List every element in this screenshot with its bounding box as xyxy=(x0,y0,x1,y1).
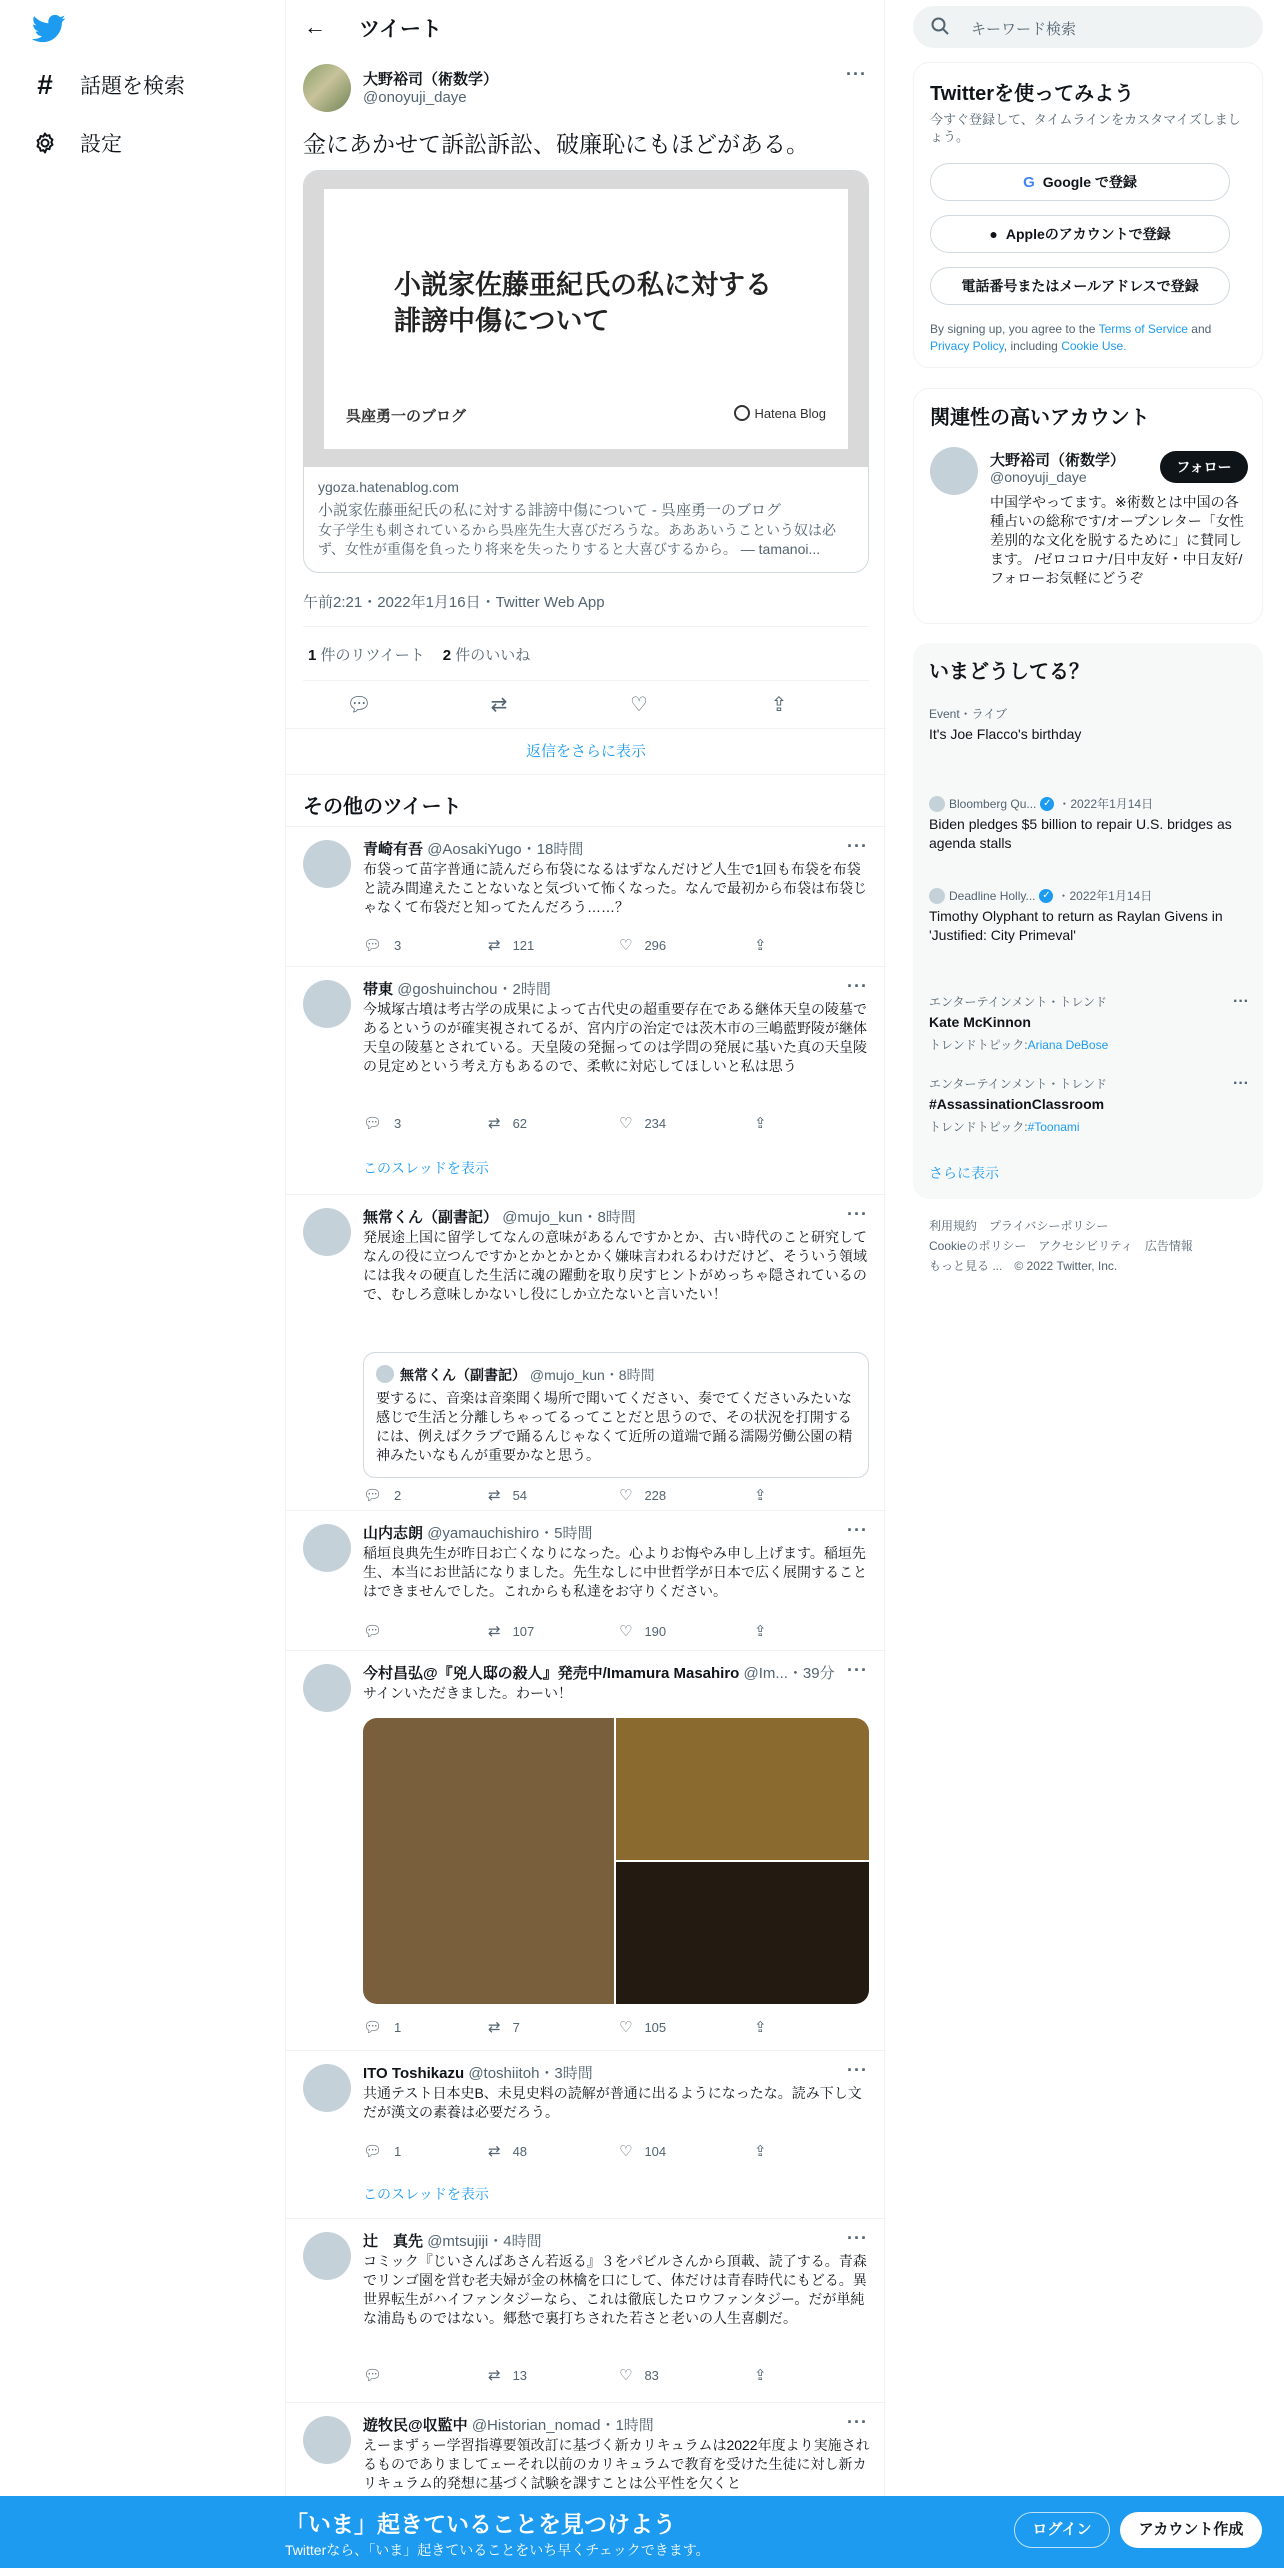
page-title: ツイート xyxy=(359,18,442,41)
retweet-icon: ⇄ xyxy=(488,2019,501,2036)
share-button[interactable] xyxy=(754,1486,767,1504)
trend-item[interactable] xyxy=(929,887,1249,945)
tweet-body: 共通テスト日本史B、未見史料の読解が普通に出るようになったな。読み下し文だが漢文の素養は必要だろう。 xyxy=(363,2085,862,2120)
tweet-author-name[interactable]: 帯東 xyxy=(363,981,394,998)
tweet-actions xyxy=(363,1486,767,1504)
author-name[interactable]: 大野裕司（術数学） xyxy=(363,71,499,88)
tweet-author-name[interactable]: 山内志朗 xyxy=(363,1525,424,1542)
reply-count: 2 xyxy=(394,1487,402,1503)
tweet-item[interactable] xyxy=(286,2218,886,2402)
quoted-author-handle: @mujo_kun xyxy=(529,1367,605,1383)
tweet-timestamp[interactable]: 午前2:21・2022年1月16日・Twitter Web App xyxy=(303,594,605,611)
tweet-author-handle[interactable]: @AosakiYugo xyxy=(427,841,522,858)
trend-title: #AssassinationClassroom xyxy=(929,1096,1105,1112)
bottom-signup-bar xyxy=(0,2496,1284,2568)
reply-icon: 💬︎ xyxy=(363,1115,383,1132)
follow-button[interactable]: フォロー xyxy=(1160,451,1248,483)
quoted-time: ・8時間 xyxy=(604,1367,655,1383)
retweet-icon: ⇄ xyxy=(488,2367,501,2384)
more-options-icon[interactable]: ··· xyxy=(1233,1075,1249,1092)
trend-meta: エンターテインメント・トレンド xyxy=(929,1077,1108,1091)
trend-date: ・2022年1月14日 xyxy=(1057,889,1153,903)
retweets-count: 1 xyxy=(308,647,317,664)
related-bio: 中国学やってます。※術数とは中国の各種占いの総称です/オープンレター「女性差別的な文化を脱するために」に賛同します。 /ゼロコロナ/日中友好・中日友好/フォローお気軽にどうぞ xyxy=(990,494,1244,586)
author-avatar[interactable] xyxy=(303,64,351,112)
show-more-trends-link[interactable]: さらに表示 xyxy=(929,1165,999,1181)
reply-count: 3 xyxy=(394,1115,402,1131)
google-signup-label: Google で登録 xyxy=(1042,174,1137,190)
reply-icon: 💬︎ xyxy=(363,2143,383,2160)
tweet-time[interactable]: ・8時間 xyxy=(582,1209,636,1226)
footer-copyright: © 2022 Twitter, Inc. xyxy=(1014,1259,1118,1273)
tweet-item[interactable] xyxy=(286,1650,886,2050)
trend-source: Deadline Holly... xyxy=(949,888,1036,903)
footer-accessibility-link[interactable]: アクセシビリティ xyxy=(1038,1239,1133,1253)
divider xyxy=(303,680,869,681)
tweet-author-handle[interactable]: @mtsujiji xyxy=(427,2233,489,2250)
like-button[interactable] xyxy=(619,1486,754,1504)
verified-icon: ✓ xyxy=(1039,889,1053,903)
create-account-button[interactable]: アカウント作成 xyxy=(1120,2512,1262,2548)
more-options-icon[interactable]: ··· xyxy=(847,836,868,856)
nav-settings[interactable] xyxy=(32,128,122,158)
retweet-icon: ⇄ xyxy=(488,2143,501,2160)
tweet-time[interactable]: ・5時間 xyxy=(539,1525,593,1542)
search-box[interactable] xyxy=(913,6,1263,48)
apple-signup-label: Appleのアカウントで登録 xyxy=(1005,226,1171,242)
tweet-author-handle[interactable]: @Im... xyxy=(743,1665,788,1682)
footer-terms-link[interactable]: 利用規約 xyxy=(929,1219,978,1233)
share-button[interactable] xyxy=(754,2018,767,2036)
tweet-author-handle[interactable]: @yamauchishiro xyxy=(427,1525,540,1542)
like-icon: ♡ xyxy=(619,2143,633,2160)
trend-meta: エンターテインメント・トレンド xyxy=(929,995,1108,1009)
main-header xyxy=(286,0,886,53)
footer-ads-link[interactable]: 広告情報 xyxy=(1144,1239,1193,1253)
tweet-author-handle[interactable]: @toshiitoh xyxy=(468,2065,540,2082)
link-card[interactable] xyxy=(303,170,869,573)
retweet-count: 62 xyxy=(512,1115,528,1131)
trends-title: いまどうしてる？ xyxy=(929,661,1089,683)
share-button[interactable] xyxy=(754,1114,767,1132)
signup-terms xyxy=(930,321,1250,355)
reply-button[interactable] xyxy=(363,1114,488,1132)
photo-3[interactable] xyxy=(616,1862,869,2004)
trend-subtopic-prefix: トレンドトピック: xyxy=(929,1120,1028,1134)
main-column xyxy=(285,0,885,2568)
avatar[interactable] xyxy=(303,1524,351,1572)
more-options-icon[interactable]: ··· xyxy=(1233,993,1249,1010)
card-title: 小説家佐藤亜紀氏の私に対する誹謗中傷について - 呉座勇一のブログ xyxy=(318,502,782,519)
like-count: 190 xyxy=(644,1623,667,1639)
tweet-author-name[interactable]: 青崎有吾 xyxy=(363,841,424,858)
bottom-bar-title: 「いま」起きていることを見つけよう xyxy=(285,2511,676,2537)
source-avatar xyxy=(929,796,945,812)
trend-date: ・2022年1月14日 xyxy=(1058,797,1154,811)
footer-links xyxy=(929,1216,1249,1276)
tweet-header xyxy=(363,978,551,999)
tweet-author-name[interactable]: 今村昌弘@『兇人邸の殺人』発売中/Imamura Masahiro xyxy=(363,1665,740,1682)
share-icon: ⇪ xyxy=(754,2367,767,2384)
like-count: 296 xyxy=(644,937,667,953)
share-button[interactable] xyxy=(754,2142,767,2160)
hashtag-icon: # xyxy=(37,69,53,100)
reply-icon: 💬︎ xyxy=(363,937,383,954)
like-count: 105 xyxy=(644,2019,667,2035)
nav-explore[interactable] xyxy=(32,70,185,100)
like-icon: ♡ xyxy=(619,2367,633,2384)
more-options-icon[interactable]: ··· xyxy=(847,1204,868,1224)
likes-label: 件のいいね xyxy=(455,647,531,664)
avatar[interactable] xyxy=(303,1208,351,1256)
photo-2[interactable] xyxy=(616,1718,869,1860)
quoted-tweet[interactable] xyxy=(363,1352,869,1478)
signup-title: Twitterを使ってみよう xyxy=(930,83,1135,105)
trend-item[interactable] xyxy=(929,993,1249,1053)
related-accounts-title: 関連性の高いアカウント xyxy=(930,407,1150,429)
trend-item[interactable] xyxy=(929,1075,1249,1135)
trend-meta xyxy=(929,887,1249,904)
photo-1[interactable] xyxy=(363,1718,614,2004)
avatar[interactable] xyxy=(303,840,351,888)
terms-and: and xyxy=(1191,322,1212,336)
share-button[interactable] xyxy=(754,1622,767,1640)
hatena-logo-icon xyxy=(734,405,750,421)
tweet-time[interactable]: ・1時間 xyxy=(600,2417,654,2434)
tweet-author-name[interactable]: ITO Toshikazu xyxy=(363,2065,465,2082)
trend-subtopic xyxy=(929,1118,1249,1135)
tweet-author-handle[interactable]: @mujo_kun xyxy=(502,1209,583,1226)
terms-of-service-link[interactable]: Terms of Service xyxy=(1098,322,1188,336)
retweet-icon: ⇄ xyxy=(488,1623,501,1640)
retweet-button[interactable] xyxy=(488,1486,619,1504)
tweet-body: 発展途上国に留学してなんの意味があるんですかとか、古い時代のこと研究してなんの役に立つんですかとかとかとかく嫌味言われるわけだけど、そういう領域には我々の硬直した生活に魂の躍動を取り戻すヒントがめっちゃ隠されているので、むしろ意味しかないし役にしか立たないと言いたい！ xyxy=(363,1229,867,1302)
likes-count: 2 xyxy=(442,647,452,664)
reply-button[interactable] xyxy=(363,1622,488,1640)
like-icon: ♡ xyxy=(619,1623,633,1640)
cookie-use-link[interactable]: Cookie Use. xyxy=(1061,339,1127,353)
tweet-actions xyxy=(363,1114,767,1132)
show-thread-link[interactable]: このスレッドを表示 xyxy=(363,2186,489,2202)
tweet-author-name[interactable]: 遊牧民@収監中 xyxy=(363,2417,468,2434)
reply-icon: 💬︎ xyxy=(363,2019,383,2036)
like-count: 83 xyxy=(644,2367,659,2383)
reply-icon: 💬︎ xyxy=(363,2367,383,2384)
tweet-body: コミック『じいさんばあさん若返る』３をパビルさんから頂載、読了する。青森でリンゴ園を営む老夫婦が金の林檎を口にして、体だけは青春時代にもどる。異世界転生がハイファンタジーなら、これは徹底したロウファンタジー。だが単純な浦島ものではない。郷愁で裏打ちされた若さと老いの人生喜劇だ。 xyxy=(363,2253,867,2326)
nav-settings-label: 設定 xyxy=(80,133,122,156)
avatar[interactable] xyxy=(303,2064,351,2112)
trend-meta: Event・ライブ xyxy=(929,707,1007,721)
phone-email-signup-button[interactable] xyxy=(930,267,1230,305)
hatena-blog-logo xyxy=(734,405,826,421)
card-domain: ygoza.hatenablog.com xyxy=(318,479,459,495)
retweet-icon: ⇄ xyxy=(488,1487,501,1504)
reply-button[interactable] xyxy=(363,1486,488,1504)
hatena-brand-text: Hatena Blog xyxy=(754,405,826,421)
tweet-time[interactable]: ・39分 xyxy=(787,1665,835,1682)
like-button[interactable] xyxy=(619,936,754,954)
tweet-body: サインいただきました。わーい！ xyxy=(363,1685,573,1701)
more-options-icon[interactable]: ··· xyxy=(846,64,867,84)
card-image xyxy=(304,171,869,467)
like-icon[interactable]: ♡ xyxy=(630,694,648,716)
login-button[interactable]: ログイン xyxy=(1014,2512,1110,2548)
like-button[interactable] xyxy=(619,2366,754,2384)
reply-count: 1 xyxy=(394,2143,402,2159)
retweet-button[interactable] xyxy=(488,1622,619,1640)
reply-icon: 💬︎ xyxy=(363,1623,383,1640)
share-icon: ⇪ xyxy=(754,1115,767,1132)
tweet-header xyxy=(363,2414,654,2435)
google-signup-button[interactable] xyxy=(930,163,1230,201)
footer-more-link[interactable]: もっと見る ... xyxy=(929,1259,1003,1273)
privacy-policy-link[interactable]: Privacy Policy xyxy=(930,339,1004,353)
google-icon: G xyxy=(1023,173,1035,191)
like-icon: ♡ xyxy=(619,1115,633,1132)
tweet-body: 今城塚古墳は考古学の成果によって古代史の超重要存在である継体天皇の陵墓であるというのが確実視されてるが、宮内庁の治定では茨木市の三嶋藍野陵が継体天皇の陵墓とされている。天皇陵の発掘ってのは学問の発展に基いた真の天皇陵の見定めという考え方もあるので、柔軟に対応してほしいと私は思う xyxy=(363,1001,867,1074)
retweet-count: 107 xyxy=(512,1623,535,1639)
tweet-actions xyxy=(363,936,767,954)
tweet-text: 金にあかせて訴訟訴訟、破廉恥にもほどがある。 xyxy=(303,131,809,157)
tweet-item[interactable] xyxy=(286,826,886,966)
share-button[interactable] xyxy=(754,936,767,954)
search-icon xyxy=(931,17,949,35)
share-icon[interactable]: ⇪ xyxy=(770,694,788,716)
divider xyxy=(303,626,869,627)
signup-panel xyxy=(913,62,1263,368)
quoted-avatar xyxy=(376,1365,394,1383)
trend-meta xyxy=(929,795,1249,812)
retweet-icon: ⇄ xyxy=(488,1115,501,1132)
apple-icon: ● xyxy=(989,226,998,242)
like-count: 104 xyxy=(644,2143,667,2159)
like-button[interactable] xyxy=(619,2142,754,2160)
tweet-header xyxy=(363,2062,593,2083)
tweet-actions xyxy=(363,2018,767,2036)
retweet-count: 48 xyxy=(512,2143,528,2159)
footer-privacy-link[interactable]: プライバシーポリシー xyxy=(989,1219,1109,1233)
share-icon: ⇪ xyxy=(754,1623,767,1640)
like-icon: ♡ xyxy=(619,1487,633,1504)
trend-item[interactable] xyxy=(929,795,1249,853)
bottom-bar-subtitle: Twitterなら、「いま」起きていることをいち早くチェックできます。 xyxy=(285,2542,710,2558)
retweet-count: 54 xyxy=(512,1487,528,1503)
share-button[interactable] xyxy=(754,2366,767,2384)
like-button[interactable] xyxy=(619,1114,754,1132)
tweet-body: 稲垣良典先生が昨日お亡くなりになった。心よりお悔やみ申し上げます。稲垣先生、本当にお世話になりました。先生なしに中世哲学が日本で広く展開することはできませんでした。これからも私達をお守りください。 xyxy=(363,1545,867,1599)
retweet-count: 13 xyxy=(512,2367,528,2383)
retweet-button[interactable] xyxy=(488,2018,619,2036)
card-blog-name: 呉座勇一のブログ xyxy=(346,408,467,425)
avatar[interactable] xyxy=(303,2232,351,2280)
gear-icon xyxy=(32,130,58,156)
photo-grid xyxy=(363,1718,869,2004)
tweet-header xyxy=(363,1662,835,1683)
trend-title: Biden pledges $5 billion to repair U.S. bridges as agenda stalls xyxy=(929,816,1232,851)
divider xyxy=(286,774,886,775)
card-headline: 小説家佐藤亜紀氏の私に対する誹謗中傷について xyxy=(394,270,772,336)
retweet-button[interactable] xyxy=(488,2142,619,2160)
quoted-header xyxy=(400,1365,655,1385)
tweet-author-name[interactable]: 辻 真先 xyxy=(363,2233,424,2250)
more-options-icon[interactable]: ··· xyxy=(847,976,868,996)
tweet-item[interactable] xyxy=(286,1194,886,1510)
trend-subtopic-link[interactable]: Ariana DeBose xyxy=(1027,1038,1109,1052)
signup-subtitle: 今すぐ登録して、タイムラインをカスタマイズしましょう。 xyxy=(930,112,1241,144)
twitter-logo-icon[interactable] xyxy=(32,14,66,44)
trend-source: Bloomberg Qu... xyxy=(949,796,1037,811)
reply-button[interactable] xyxy=(363,936,488,954)
retweet-icon[interactable]: ⇄ xyxy=(490,694,508,716)
tweet-actions xyxy=(363,2142,767,2160)
trend-subtopic xyxy=(929,1036,1249,1053)
back-arrow-icon[interactable]: ← xyxy=(304,14,326,39)
tweet-author-handle[interactable]: @Historian_nomad xyxy=(471,2417,601,2434)
tweet-header xyxy=(363,2230,542,2251)
reply-button[interactable] xyxy=(363,2018,488,2036)
apple-signup-button[interactable] xyxy=(930,215,1230,253)
like-count: 234 xyxy=(644,1115,667,1131)
like-count: 228 xyxy=(644,1487,667,1503)
like-button[interactable] xyxy=(619,2018,754,2036)
card-image-inner xyxy=(324,189,848,449)
share-icon: ⇪ xyxy=(754,937,767,954)
reply-count: 3 xyxy=(394,937,402,953)
verified-icon: ✓ xyxy=(1040,797,1054,811)
terms-including: , including xyxy=(1003,339,1058,353)
more-options-icon[interactable]: ··· xyxy=(847,1520,868,1540)
tweet-header xyxy=(363,838,583,859)
retweet-count: 7 xyxy=(512,2019,520,2035)
tweet-time[interactable]: ・3時間 xyxy=(539,2065,593,2082)
like-button[interactable] xyxy=(619,1622,754,1640)
more-options-icon[interactable]: ··· xyxy=(847,2228,868,2248)
tweet-body: 布袋って苗字普通に読んだら布袋になるはずなんだけど人生で1回も布袋を布袋と読み間違えたことないなと気づいて怖くなった。なんで最初から布袋は布袋じゃなくて布袋だと知ってたんだろう……？ xyxy=(363,861,867,915)
tweet-body: えーまずぅー学習指導要領改訂に基づく新カリキュラムは2022年度より実施されるものでありましてェーそれ以前のカリキュラムで教育を受けた生徒に対し新カリキュラム的発想に基づく試験を課すことは公平性を欠くと xyxy=(363,2437,870,2491)
share-icon: ⇪ xyxy=(754,1487,767,1504)
search-placeholder: キーワード検索 xyxy=(971,21,1077,38)
divider xyxy=(286,728,886,729)
show-thread-link[interactable]: このスレッドを表示 xyxy=(363,1160,489,1176)
quoted-author-name: 無常くん（副書記） xyxy=(400,1367,526,1383)
tweet-header xyxy=(363,1206,636,1227)
reply-button[interactable] xyxy=(363,2366,488,2384)
retweet-button[interactable] xyxy=(488,2366,619,2384)
tweet-time[interactable]: ・2時間 xyxy=(497,981,551,998)
more-options-icon[interactable]: ··· xyxy=(847,2060,868,2080)
avatar[interactable] xyxy=(303,2416,351,2464)
related-handle[interactable]: @onoyuji_daye xyxy=(990,469,1087,485)
avatar[interactable] xyxy=(303,1664,351,1712)
retweets-stat[interactable] xyxy=(308,644,425,665)
retweet-button[interactable] xyxy=(488,1114,619,1132)
share-icon: ⇪ xyxy=(754,2143,767,2160)
other-tweets-heading: その他のツイート xyxy=(303,796,462,818)
avatar[interactable] xyxy=(303,980,351,1028)
trend-subtopic-prefix: トレンドトピック: xyxy=(929,1038,1028,1052)
like-icon: ♡ xyxy=(619,937,633,954)
tweet-actions xyxy=(363,2366,767,2384)
reply-count: 1 xyxy=(394,2019,402,2035)
phone-email-signup-label: 電話番号またはメールアドレスで登録 xyxy=(961,278,1199,294)
more-options-icon[interactable]: ··· xyxy=(847,1660,868,1680)
tweet-item[interactable] xyxy=(286,2402,886,2496)
reply-icon: 💬︎ xyxy=(363,1487,383,1504)
trend-subtopic-link[interactable]: #Toonami xyxy=(1027,1120,1080,1134)
trends-panel xyxy=(913,643,1263,1199)
author-handle[interactable]: @onoyuji_daye xyxy=(363,89,467,106)
trend-title: It's Joe Flacco's birthday xyxy=(929,726,1082,742)
tweet-stats xyxy=(308,644,530,665)
tweet-item[interactable] xyxy=(286,966,886,1194)
tweet-actions xyxy=(363,1622,767,1640)
trend-title: Timothy Olyphant to return as Raylan Givens in 'Justified: City Primeval' xyxy=(929,908,1223,943)
card-description: 女子学生も刺されているから呉座先生大喜びだろうな。あああいうこという奴は必ず、女性が重傷を負ったり将来を失ったりすると大喜びするから。 — tamanoi... xyxy=(318,522,836,557)
tweet-item[interactable] xyxy=(286,2050,886,2218)
tweet-time[interactable]: ・18時間 xyxy=(521,841,584,858)
quoted-body: 要するに、音楽は音楽聞く場所で聞いてください、奏でてくださいみたいな感じで生活と分離しちゃってるってことだと思うので、その状況を打開するには、例えばクラブで踊るんじゃなくて近所の道端で踊る濡陽労働公園の精神みたいなもんが重要かなと思う。 xyxy=(376,1390,853,1463)
trend-item[interactable] xyxy=(929,705,1249,744)
like-icon: ♡ xyxy=(619,2019,633,2036)
retweet-button[interactable] xyxy=(488,936,619,954)
source-avatar xyxy=(929,888,945,904)
more-options-icon[interactable]: ··· xyxy=(847,2412,868,2432)
reply-button[interactable] xyxy=(363,2142,488,2160)
terms-prefix: By signing up, you agree to the xyxy=(930,322,1096,336)
retweet-icon: ⇄ xyxy=(488,937,501,954)
tweet-header xyxy=(363,1522,592,1543)
tweet-item[interactable] xyxy=(286,1510,886,1650)
related-accounts-panel xyxy=(913,388,1263,624)
retweets-label: 件のリツイート xyxy=(320,647,425,664)
nav-explore-label: 話題を検索 xyxy=(80,75,185,98)
footer-cookie-link[interactable]: Cookieのポリシー xyxy=(929,1239,1027,1253)
retweet-count: 121 xyxy=(512,937,535,953)
reply-icon[interactable]: 💬︎ xyxy=(346,694,372,716)
tweet-time[interactable]: ・4時間 xyxy=(488,2233,542,2250)
tweet-author-handle[interactable]: @goshuinchou xyxy=(397,981,498,998)
trend-title: Kate McKinnon xyxy=(929,1014,1031,1030)
left-navigation xyxy=(0,0,285,2568)
share-icon: ⇪ xyxy=(754,2019,767,2036)
tweet-author-name[interactable]: 無常くん（副書記） xyxy=(363,1209,499,1226)
likes-stat[interactable] xyxy=(443,644,531,665)
related-avatar[interactable] xyxy=(930,447,978,495)
show-more-replies-link[interactable]: 返信をさらに表示 xyxy=(525,743,646,760)
related-name[interactable]: 大野裕司（術数学） xyxy=(990,452,1126,469)
